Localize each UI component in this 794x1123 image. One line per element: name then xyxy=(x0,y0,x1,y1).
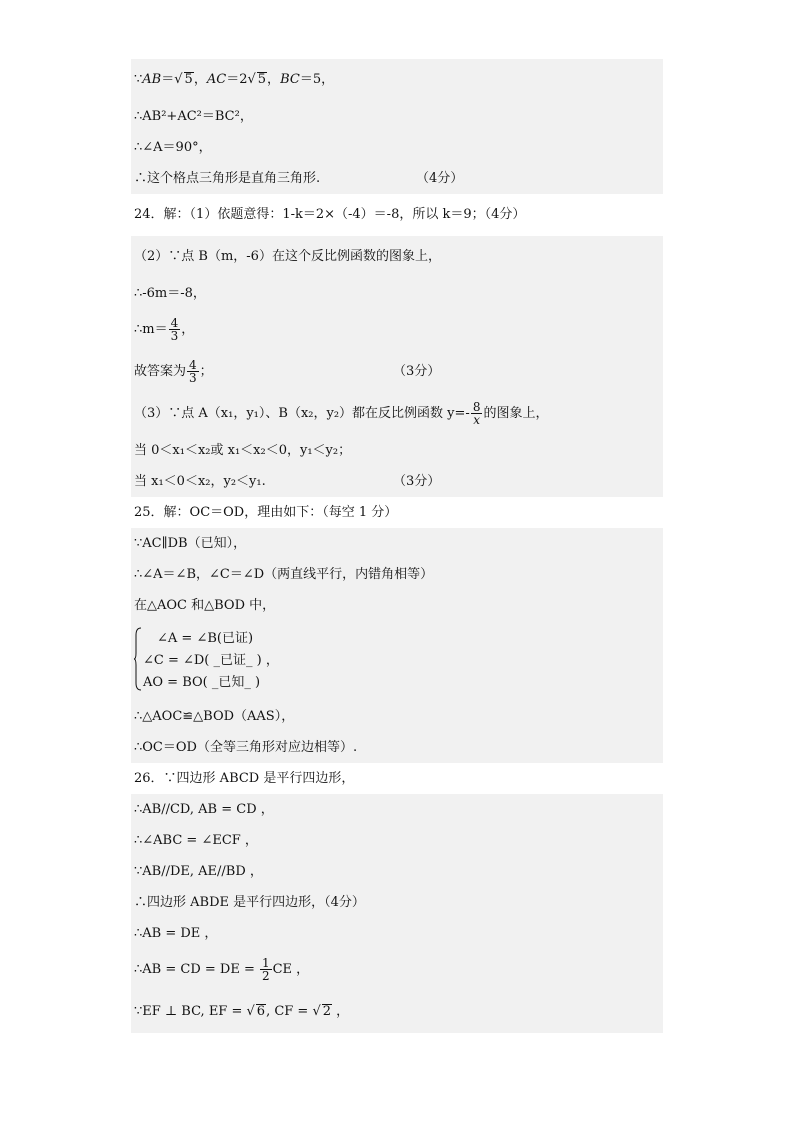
radicand: 5 xyxy=(257,72,267,87)
numerator: 1 xyxy=(261,956,270,970)
text: ， xyxy=(332,1004,350,1019)
score-label: （4分） xyxy=(416,171,464,186)
q25-line-3: ∴∠A＝∠B，∠C＝∠D（两直线平行，内错角相等） xyxy=(134,567,434,582)
q23-block xyxy=(131,59,663,194)
sqrt-symbol: √ xyxy=(312,1004,321,1019)
sqrt-symbol: √ xyxy=(246,1004,255,1019)
system-row-2: ∠C = ∠D( _已证_ ) ， xyxy=(143,653,279,668)
q23-line-1 xyxy=(131,59,663,101)
score-label: （3分） xyxy=(393,364,441,379)
system-row-1: ∠A = ∠B(已证) xyxy=(157,631,254,646)
segment-bc: BC xyxy=(280,72,300,87)
text: ； xyxy=(199,364,213,379)
denominator: 3 xyxy=(189,371,197,385)
q25-line-1: 25．解：OC＝OD，理由如下：（每空 1 分） xyxy=(131,497,663,528)
fraction xyxy=(260,957,272,982)
score-label: （3分） xyxy=(393,474,441,489)
text: ∴AB = CD = DE = xyxy=(134,962,259,977)
text: CE ， xyxy=(272,962,310,977)
text: , CF = xyxy=(266,1004,313,1019)
numerator: 4 xyxy=(189,358,197,372)
q23-line-3: ∴∠A＝90°， xyxy=(134,140,212,155)
numerator: 4 xyxy=(170,316,179,330)
q24-line-7: 当 0＜x₁＜x₂或 x₁＜x₂＜0，y₁＜y₂； xyxy=(134,443,352,458)
q26-line-4: ∵AB//DE, AE//BD ， xyxy=(134,864,263,879)
q26-line-6: ∴AB = DE ， xyxy=(134,926,218,941)
system-row-3: AO = BO( _已知_ ) xyxy=(143,675,261,690)
q24-line-1: 24．解：（1）依题意得：1-k＝2×（-4）＝-8，所以 k＝9；（4分） xyxy=(131,194,663,236)
q25-line-6: ∴OC＝OD（全等三角形对应边相等）. xyxy=(134,740,358,755)
equals-two: ＝2 xyxy=(226,72,248,87)
q26-line-1: 26．∵四边形 ABCD 是平行四边形， xyxy=(131,763,663,794)
denominator: x xyxy=(473,413,481,427)
answer-page xyxy=(131,59,663,1033)
q25-line-5: ∴△AOC≌△BOD（AAS）， xyxy=(134,709,295,724)
comma: ， xyxy=(267,72,281,87)
segment-ac: AC xyxy=(206,72,227,87)
q24-line-2: （2）∵点 B（m，-6）在这个反比例函数的图象上， xyxy=(134,249,441,264)
q23-line-2: ∴AB²+AC²＝BC²， xyxy=(134,109,253,124)
segment-ab: AB xyxy=(142,72,162,87)
q25-line-2: ∵AC∥DB（已知）， xyxy=(134,536,247,551)
left-brace xyxy=(134,627,142,699)
fraction xyxy=(471,401,483,426)
q24-line-3: ∴-6m＝-8， xyxy=(134,286,206,301)
q24-block xyxy=(131,236,663,497)
text: ， xyxy=(181,322,195,337)
q26-line-5: ∴四边形 ABDE 是平行四边形，（4分） xyxy=(134,895,365,910)
q23-line-4 xyxy=(131,163,663,194)
q26-line-7 xyxy=(131,949,663,991)
denominator: 2 xyxy=(261,969,270,983)
q26-block xyxy=(131,794,663,1033)
numerator: 8 xyxy=(472,400,481,414)
q25-line-4: 在△AOC 和△BOD 中， xyxy=(134,598,276,613)
q24-line-4 xyxy=(131,309,663,351)
line-tail: ＝5， xyxy=(299,72,335,87)
fraction xyxy=(169,317,181,342)
equals: ＝ xyxy=(161,72,175,87)
equation-system xyxy=(131,621,663,701)
q24-line-6 xyxy=(131,393,663,435)
radicand: 2 xyxy=(322,1004,332,1019)
radicand: 6 xyxy=(256,1004,266,1019)
conclusion-text: ∴这个格点三角形是直角三角形. xyxy=(134,171,321,186)
text: 的图象上， xyxy=(483,406,549,421)
text: ∵EF ⊥ BC, EF = xyxy=(134,1004,247,1019)
fraction xyxy=(187,359,199,384)
radicand: 5 xyxy=(184,72,193,87)
brace-shape xyxy=(134,627,142,691)
q26-line-8 xyxy=(131,991,663,1033)
sqrt-symbol: √ xyxy=(247,72,256,87)
q25-block xyxy=(131,528,663,763)
q26-line-2: ∴AB//CD, AB = CD ， xyxy=(134,802,274,817)
q24-line-5 xyxy=(131,351,663,393)
text: 故答案为 xyxy=(134,364,187,379)
because-symbol: ∵ xyxy=(134,72,143,87)
text: （3）∵点 A（x₁，y₁）、B（x₂，y₂）都在反比例函数 y=- xyxy=(134,406,470,421)
q26-line-3: ∴∠ABC = ∠ECF ， xyxy=(134,833,258,848)
denominator: 3 xyxy=(170,329,179,343)
q24-line-8 xyxy=(131,466,663,497)
comma: ， xyxy=(193,72,207,87)
sqrt-symbol: √ xyxy=(174,72,183,87)
text: ∴m＝ xyxy=(134,322,168,337)
text: 当 x₁＜0＜x₂，y₂＜y₁. xyxy=(134,474,266,489)
